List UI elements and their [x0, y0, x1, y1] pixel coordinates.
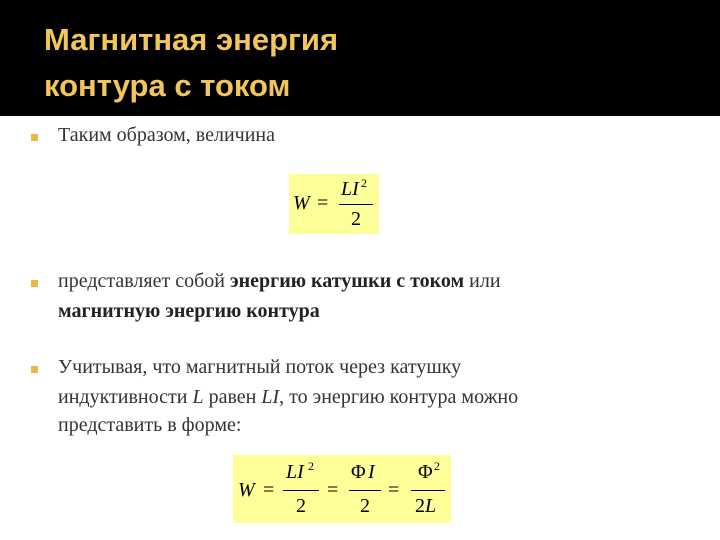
- formula-2-equals-3: =: [388, 479, 400, 501]
- bullet-marker-2: [31, 280, 38, 287]
- bullet-2-bold-coil-energy: энергию катушки с током: [229, 270, 465, 292]
- formula-1-exponent: 2: [361, 176, 367, 190]
- bullet-3-line-2-post: , то энергию контура можно: [279, 386, 519, 408]
- slide-title-line-1: Магнитная энергия: [44, 22, 339, 57]
- formula-1-denominator: 2: [351, 208, 361, 230]
- bullet-1-text: Таким образом, величина: [58, 124, 276, 146]
- formula-2-numerator-1: LI: [286, 461, 304, 483]
- formula-2-fraction-bar-1: [283, 490, 319, 491]
- bullet-2-line-1: [58, 270, 501, 293]
- formula-1-lhs: W: [293, 192, 310, 214]
- formula-2-numerator-3: Φ: [418, 461, 433, 483]
- formula-2-exponent-3: 2: [434, 459, 440, 473]
- title-band: [0, 0, 720, 116]
- formula-2-fraction-bar-2: [349, 490, 381, 491]
- bullet-2-bold-circuit-energy: магнитную энергию контура: [58, 300, 320, 322]
- bullet-3-line-2-mid: равен: [203, 386, 262, 408]
- bullet-2-line-2: [58, 300, 320, 323]
- formula-2-denominator-1: 2: [296, 495, 306, 517]
- formula-1-numerator: LI: [341, 178, 359, 200]
- inductance-symbol: L: [192, 386, 204, 408]
- bullet-2-pre: представляет собой: [58, 270, 230, 292]
- formula-2-lhs: W: [238, 479, 255, 501]
- bullet-marker-1: [31, 134, 38, 141]
- bullet-3-line-1: Учитывая, что магнитный поток через катушку: [58, 356, 462, 378]
- formula-energy: [289, 174, 379, 234]
- formula-2-exponent-1: 2: [308, 459, 314, 473]
- formula-2-numerator-2-phi: Φ: [351, 461, 366, 483]
- bullet-3-line-3: представить в форме:: [58, 414, 242, 436]
- formula-2-equals-1: =: [263, 479, 275, 501]
- bullet-3-line-2-pre: индуктивности: [58, 386, 193, 408]
- formula-2-fraction-bar-3: [411, 490, 445, 491]
- formula-energy-flux: [233, 455, 451, 523]
- formula-2-numerator-2-current: I: [368, 461, 375, 483]
- formula-1-equals: =: [317, 192, 329, 214]
- flux-expression: LI: [261, 386, 280, 408]
- formula-2-denominator-3-text: 2L: [415, 495, 437, 517]
- formula-1-fraction-bar: [339, 204, 373, 205]
- bullet-2-mid: или: [464, 270, 501, 292]
- formula-2-denominator-2: 2: [360, 495, 370, 517]
- bullet-3-line-2: [58, 386, 518, 409]
- formula-2-denominator-3-inductance: L: [425, 495, 437, 517]
- formula-2-equals-2: =: [327, 479, 339, 501]
- slide-title-line-2: контура с током: [44, 68, 291, 103]
- bullet-marker-3: [31, 366, 38, 373]
- formula-2-denominator-3: [415, 495, 436, 518]
